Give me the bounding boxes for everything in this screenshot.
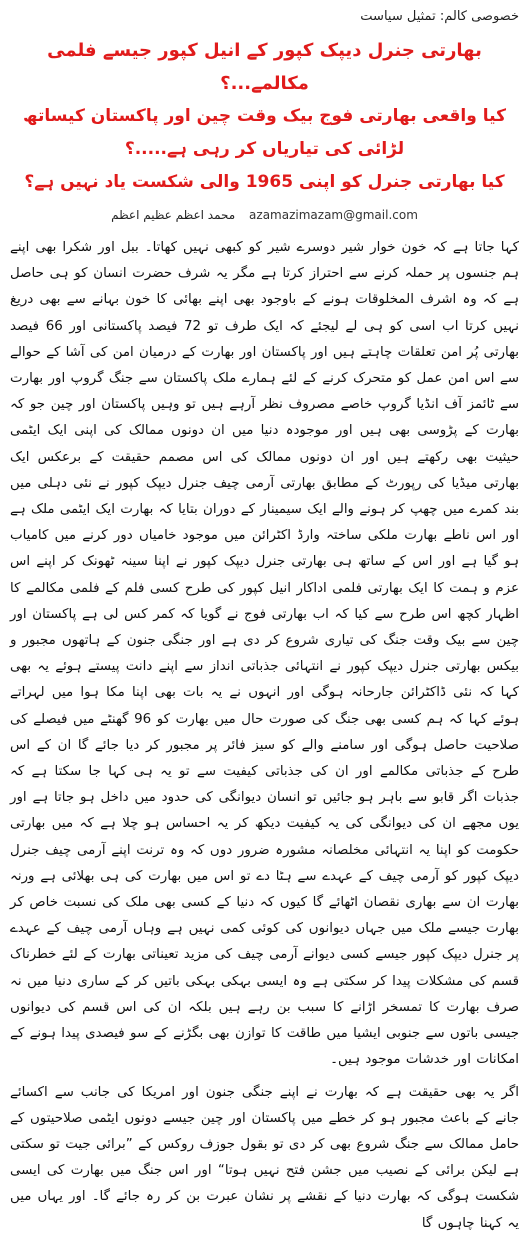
author-email[interactable]: azamazimazam@gmail.com (249, 208, 418, 222)
body-paragraph-2: اگر یہ بھی حقیقت ہے کہ بھارت نے اپنے جنگی جنون اور امریکا کی جانب سے اکسائے جانے کے باعث مجبور ہو کر خطے میں پاکستان اور چین جیسے دونوں ایٹمی صلاحیتوں کے حامل ممالک سے جنگ شروع بھی کر دی تو بقول جوزف روکس کے ”برائی جیت تو سکتی ہے لیکن برائی کے نصیب میں جشن فتح نہیں ہوتا“ اور اس جنگ میں بھارت کی ایسی شکست ہوگی کہ بھارت دنیا کے نقشے پر نشان عبرت بن کر رہ جائے گا۔ اور یہاں میں یہ کہنا چاہوں گا (10, 1084, 519, 1231)
headline-primary: بھارتی جنرل دیپک کپور کے انیل کپور جیسے فلمی مکالمے...؟ (47, 40, 482, 94)
author-name: محمد اعظم عظیم اعظم (111, 208, 236, 222)
body-paragraph-1: کہا جاتا ہے کہ خون خوار شیر دوسرے شیر کو کبھی نہیں کھاتا۔ ببل اور شکرا بھی اپنے ہم جنسوں پر حملہ کرنے سے احتراز کرتا ہے مگر یہ شرف حضرت انسان کو ہی حاصل ہے کہ وہ اشرف المخلوقات ہونے کے باوجود بھی اپنے بھائی کا خون بہانے سے بھی دریغ نہیں کرتا اب اسی کو ہی لے لیجئے کہ ایک طرف تو 72 فیصد پاکستانی اور 66 فیصد بھارتی پُر امن تعلقات چاہتے ہیں اور پاکستان اور بھارت کے درمیان امن کی آشا کے حوالے سے اس امن عمل کو متحرک کرنے کے لئے ہمارے ملک پاکستان سے جنگ گروپ اور بھارت سے ٹائمز آف انڈیا گروپ خاصے مصروف نظر آرہے ہیں تو وہیں پاکستان اور چین جو کہ بھارت کے پڑوسی بھی ہیں اور موجودہ دنیا میں ان دونوں ممالک کی اپنی ایک ایٹمی حیثیت بھی رکھتے ہیں اور ان دونوں ممالک کی اس مصمم حقیقت کے برعکس ایک بھارتی میڈیا کی رپورٹ کے مطابق بھارتی آرمی چیف جنرل دیپک کپور نے نئی دہلی میں بند کمرے میں چھپ کر ہونے والے ایک سیمینار کے دوران بتایا کہ بھارت ایک ایٹمی ملک ہے اور اس ناطے بھارت ملکی ساختہ وارڈ اکٹرائن میں موجود خامیاں دور کرنے میں کامیاب ہو گیا ہے اور اس کے ساتھ ہی بھارتی جنرل دیپک کپور نے اپنا سینہ ٹھونک کر اپنے اس عزم و ہمت کا ایک بھارتی فلمی اداکار انیل کپور کی طرح کسی فلم کے فلمی مکالمے کا اظہار کچھ اس طرح سے کیا کہ اب بھارتی فوج نے گویا کہ کمر کس لی ہے پاکستان اور چین سے بیک وقت جنگ کی تیاری شروع کر دی ہے اور جنگی جنون کے ہاتھوں مجبور و بیکس بھارتی جنرل دیپک کپور نے انتہائی جذباتی انداز سے اپنے دانت پیستے ہوئے یہ بھی کہا کہ نئی ڈاکٹرائن جارحانہ ہوگی اور انہوں نے یہ بات بھی اپنا مکا ہوا میں لہراتے ہوئے کہا کہ ہم کسی بھی جنگ کی صورت حال میں بھارت کو 96 گھنٹے میں فیصلے کی صلاحیت حاصل ہوگی اور سامنے والے کو سیز فائر پر مجبور کر دیا جائے گا ان کے اس طرح کے جذباتی مکالمے اور ان کی جذباتی کیفیت سے تو یہ ہی کہا جا سکتا ہے کہ جذبات اگر قابو سے باہر ہو جائیں تو انسان دیوانگی کی حدود میں داخل ہو جاتا ہے اور یوں مجھے ان کی دیوانگی کی یہ کیفیت دیکھ کر یہ احساس ہو چلا ہے کہ میں بھارتی حکومت کو اپنا یہ انتہائی مخلصانہ مشورہ ضرور دوں کہ وہ ترنت اپنے آرمی چیف جنرل دیپک کپور کو آرمی چیف کے عہدے سے ہٹا دے تو اس میں بھارت کی ہی بھلائی ہے ورنہ بھارت ان سے بھاری نقصان اٹھائے گا کیوں کہ دنیا کے کسی بھی ملک کی نسبت خاص کر بھارت جیسے ملک میں جہاں دیوانوں کی کوئی کمی نہیں ہے وہاں آرمی چیف کے عہدے پر جنرل دیپک کپور جیسے کسی دیوانے آرمی چیف کی مزید تعیناتی بھارت کے لئے خطرناک قسم کی مشکلات پیدا کر سکتی ہے وہ ایسی بہکی بہکی باتیں کر کے ساری دنیا میں نہ صرف بھارت کا تمسخر اڑانے کا سبب بن رہے ہیں بلکہ ان کی اس قسم کی دیوانوں جیسی باتوں سے جنوبی ایشیا میں طاقت کا توازن بھی بگڑنے کے سو فیصدی پیدا ہونے کے امکانات اور خدشات موجود ہیں۔ (10, 240, 520, 1068)
headline-tertiary: کیا بھارتی جنرل کو اپنی 1965 والی شکست یاد نہیں ہے؟ (24, 172, 505, 192)
byline (10, 205, 519, 225)
column-kicker: خصوصی کالم: تمثیل سیاست (360, 9, 519, 24)
headline-secondary: کیا واقعی بھارتی فوج بیک وقت چین اور پاکستان کیساتھ لڑائی کی تیاریاں کر رہی ہے.....؟ (23, 106, 506, 159)
